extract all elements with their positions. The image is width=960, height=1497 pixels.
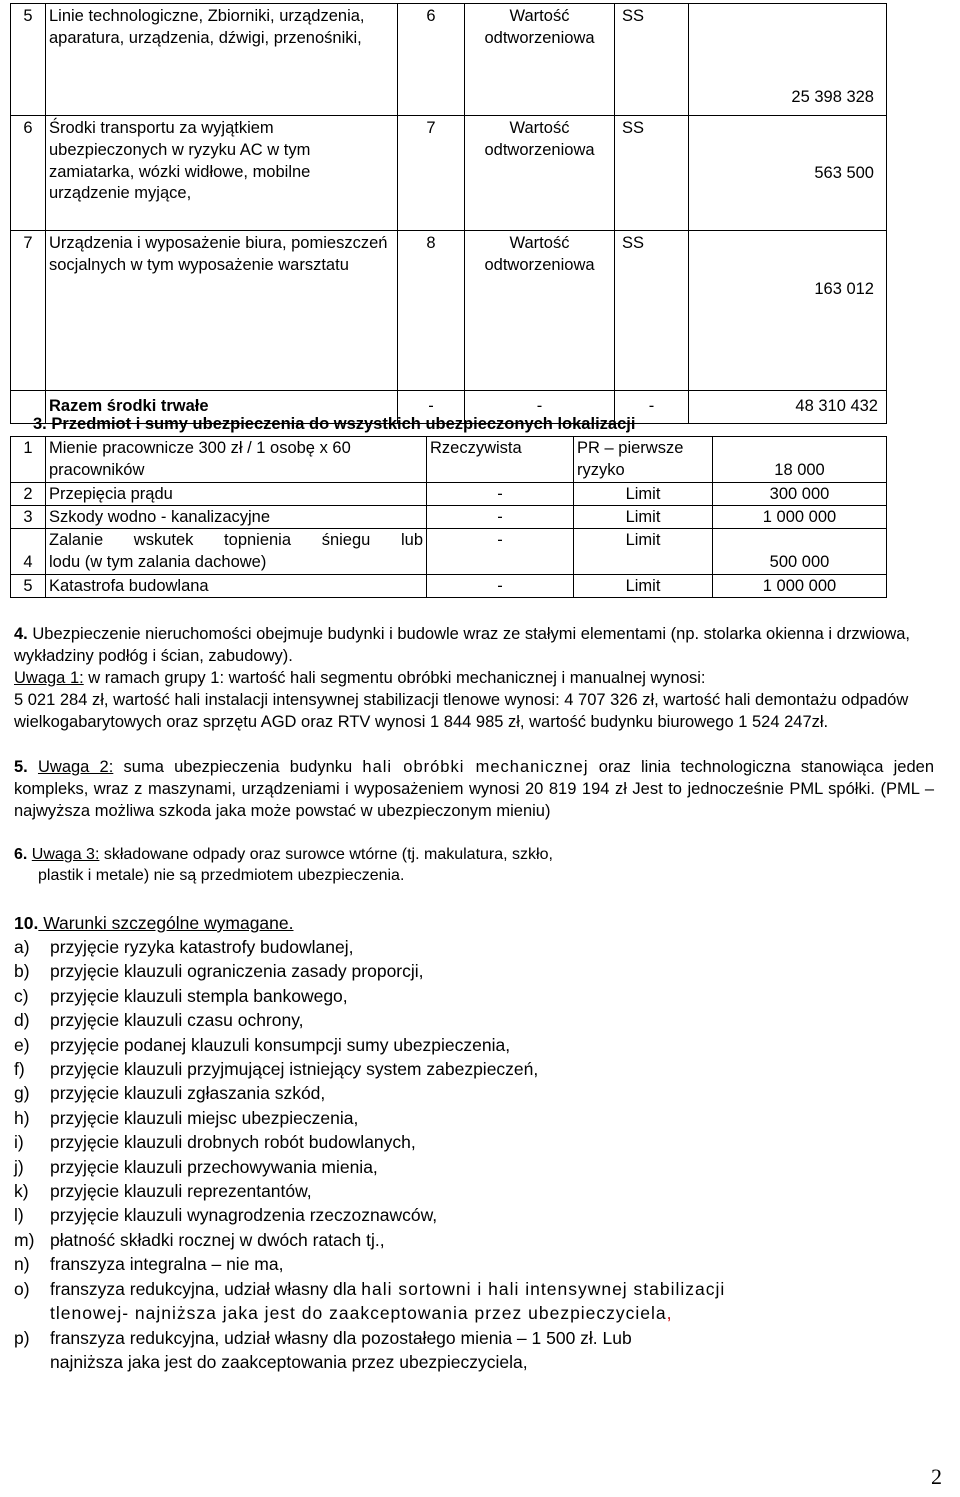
asset-name: Urządzenia i wyposażenie biura, pomieszczeń socjalnych w tym wyposażenie warsztatu [46,231,398,391]
item-letter: p) [14,1327,30,1348]
amount: 163 012 [689,231,887,391]
item-text: przyjęcie klauzuli ograniczenia zasady proporcji, [50,961,424,982]
paragraph-number: 6. [14,846,28,863]
item-letter: j) [14,1156,24,1177]
item-letter: m) [14,1229,35,1250]
item-system: Limit [574,529,713,575]
section-3-heading: 3. Przedmiot i sumy ubezpieczenia do wszystkich ubezpieczonych lokalizacji [33,415,636,433]
item-text [50,1277,934,1326]
item-amount: 18 000 [713,437,887,483]
dash: - [398,391,465,424]
row-number: 1 [11,437,46,483]
item-letter: n) [14,1254,30,1275]
note-text: 5 021 284 zł, wartość hali instalacji intensywnej stabilizacji tlenowe wynosi: 4 707 326 zł, wartość hali demontażu odpadów wielkogabarytowych oraz sprzętu AGD oraz RTV wynosi 1 844 985 zł, wartość budynku biurowego 1 524 247zł. [14,691,909,732]
table-row [11,116,887,231]
list-item [14,1277,934,1326]
item-text: przyjęcie podanej klauzuli konsumpcji sumy ubezpieczenia, [50,1034,511,1055]
value-type: Wartość odtworzeniowa [465,4,615,116]
list-item [14,1155,934,1179]
item-system: Limit [574,574,713,597]
note-label: Uwaga 3: [31,846,100,863]
item-amount: 1 000 000 [713,505,887,528]
paragraph-4 [14,623,934,667]
item-letter: d) [14,1010,30,1031]
table-row [11,482,887,505]
list-item [14,1179,934,1203]
table-row [11,4,887,116]
item-system: Limit [574,482,713,505]
item-type: - [427,482,574,505]
item-text-part: najniższa jaka jest do zaakceptowania przez ubezpieczyciela, [50,1351,528,1372]
note-1 [14,667,934,733]
item-text: przyjęcie klauzuli zgłaszania szkód, [50,1083,326,1104]
item-text-part: , [666,1303,672,1324]
item-letter: c) [14,985,29,1006]
item-text: przyjęcie klauzuli wynagrodzenia rzeczoznawców, [50,1205,438,1226]
note-label: Uwaga 1: [14,669,84,687]
system: SS [622,119,645,137]
item-text: przyjęcie klauzuli drobnych robót budowlanych, [50,1132,416,1153]
note-text: składowane odpady oraz surowce wtórne (tj. makulatura, szkło, [99,846,553,863]
conditions-list [14,935,934,1374]
item-type: Rzeczywista [427,437,574,483]
value-type: Wartość odtworzeniowa [465,231,615,391]
item-type: - [427,529,574,575]
item-text: przyjęcie klauzuli miejsc ubezpieczenia, [50,1107,359,1128]
item-letter: g) [14,1083,30,1104]
system: SS [622,234,645,252]
total-amount: 48 310 432 [689,391,887,424]
item-system: PR – pierwsze ryzyko [574,437,713,483]
note-text: plastik i metale) nie są przedmiotem ubezpieczenia. [38,867,405,885]
table-row [11,231,887,391]
table-row [11,529,887,575]
paragraph-number: 5. [14,758,28,776]
item-text [50,1326,934,1375]
item-text: płatność składki rocznej w dwóch ratach tj., [50,1229,385,1250]
table-row [11,505,887,528]
assets-table [10,3,887,424]
item-letter: l) [14,1205,24,1226]
row-number: 5 [11,574,46,597]
insurance-sums-table [10,436,887,598]
section-title: Warunki szczególne wymagane. [38,913,294,933]
item-letter: f) [14,1059,25,1080]
list-item [14,1326,934,1375]
item-text: przyjęcie klauzuli przyjmującej istniejący system zabezpieczeń, [50,1059,539,1080]
asset-group: 7 [398,116,465,231]
item-letter: i) [14,1132,24,1153]
item-text: przyjęcie klauzuli przechowywania mienia, [50,1156,378,1177]
list-item [14,1228,934,1252]
section-number: 10. [14,913,39,933]
paragraph-number: 4. [14,625,28,643]
asset-group: 6 [398,4,465,116]
asset-name: Linie technologiczne, Zbiorniki, urządzenia, aparatura, urządzenia, dźwigi, przenośniki, [46,4,398,116]
asset-name: Środki transportu za wyjątkiem ubezpieczonych w ryzyku AC w tym zamiatarka, wózki widłowe, mobilne urządzenie myjące, [46,116,398,231]
item-text: przyjęcie klauzuli stempla bankowego, [50,985,348,1006]
asset-group: 8 [398,231,465,391]
amount: 563 500 [689,116,887,231]
item-type: - [427,505,574,528]
item-letter: h) [14,1107,30,1128]
table-row [11,437,887,483]
paragraph-text: Ubezpieczenie nieruchomości obejmuje budynki i budowle wraz ze stałymi elementami (np. stolarka okienna i drzwiowa, wykładziny podłóg i ścian, zabudowy). [14,625,911,666]
item-text-part: hali sortowni i hali intensywnej stabilizacji [361,1278,726,1299]
list-item [14,1106,934,1130]
row-number: 5 [11,4,46,116]
row-number: 4 [11,529,46,575]
item-amount: 300 000 [713,482,887,505]
list-item [14,984,934,1008]
item-name: Przepięcia prądu [46,482,427,505]
note-text: suma ubezpieczenia budynku [113,758,363,776]
item-letter: k) [14,1181,29,1202]
item-name-line: Zalanie wskutek topnienia śniegu lub [49,531,423,550]
note-3 [14,844,934,887]
item-letter: b) [14,961,30,982]
system-cell [615,231,689,391]
note-text: hali obróbki mechanicznej [362,758,589,776]
note-text: w ramach grupy 1: wartość hali segmentu obróbki mechanicznej i manualnej wynosi: [83,669,706,687]
system-cell [615,116,689,231]
item-text-part: tlenowej- najniższa jaka jest do zaakceptowania przez ubezpieczyciela [50,1303,667,1324]
page-number: 2 [931,1464,942,1489]
item-name: Szkody wodno - kanalizacyjne [46,505,427,528]
item-text: franszyza integralna – nie ma, [50,1254,284,1275]
item-name: Mienie pracownicze 300 zł / 1 osobę x 60 pracowników [46,437,427,483]
row-number: 2 [11,482,46,505]
list-item [14,1203,934,1227]
dash: - [465,391,615,424]
list-item [14,1008,934,1032]
list-item [14,1081,934,1105]
item-text: przyjęcie klauzuli reprezentantów, [50,1181,312,1202]
row-number: 7 [11,231,46,391]
note-text: oraz linia technologiczna stanowiąca jeden kompleks, wraz z maszynami, urządzeniami i wyposażeniem wynosi 20 819 194 zł Jest to jednocześnie PML spółki. (PML – najwyższa możliwa szkoda jaka może powstać w ubezpieczonym mieniu) [14,758,934,821]
list-item [14,1130,934,1154]
dash: - [615,391,689,424]
system-cell [615,4,689,116]
item-text: przyjęcie klauzuli czasu ochrony, [50,1010,304,1031]
list-item [14,1057,934,1081]
section-10-heading [14,912,294,936]
item-name-line: lodu (w tym zalania dachowe) [49,553,267,572]
item-amount: 1 000 000 [713,574,887,597]
item-type: - [427,574,574,597]
item-letter: a) [14,937,30,957]
row-number: 6 [11,116,46,231]
item-letter: e) [14,1034,30,1055]
item-amount: 500 000 [713,529,887,575]
note-2 [14,756,934,822]
item-letter: o) [14,1278,30,1299]
row-number: 3 [11,505,46,528]
value-type: Wartość odtworzeniowa [465,116,615,231]
system: SS [622,7,645,25]
item-text-part: franszyza redukcyjna, udział własny dla [50,1278,362,1299]
total-label: Razem środki trwałe [46,391,398,424]
list-item [14,1033,934,1057]
item-system: Limit [574,505,713,528]
list-item [14,959,934,983]
list-item [14,935,934,959]
item-name [46,529,427,575]
item-name: Katastrofa budowlana [46,574,427,597]
note-label: Uwaga 2: [37,758,114,776]
amount: 25 398 328 [689,4,887,116]
list-item [14,1252,934,1276]
item-text-part: franszyza redukcyjna, udział własny dla pozostałego mienia – 1 500 zł. Lub [50,1327,632,1348]
item-text: przyjęcie ryzyka katastrofy budowlanej, [50,937,354,957]
table-row [11,574,887,597]
